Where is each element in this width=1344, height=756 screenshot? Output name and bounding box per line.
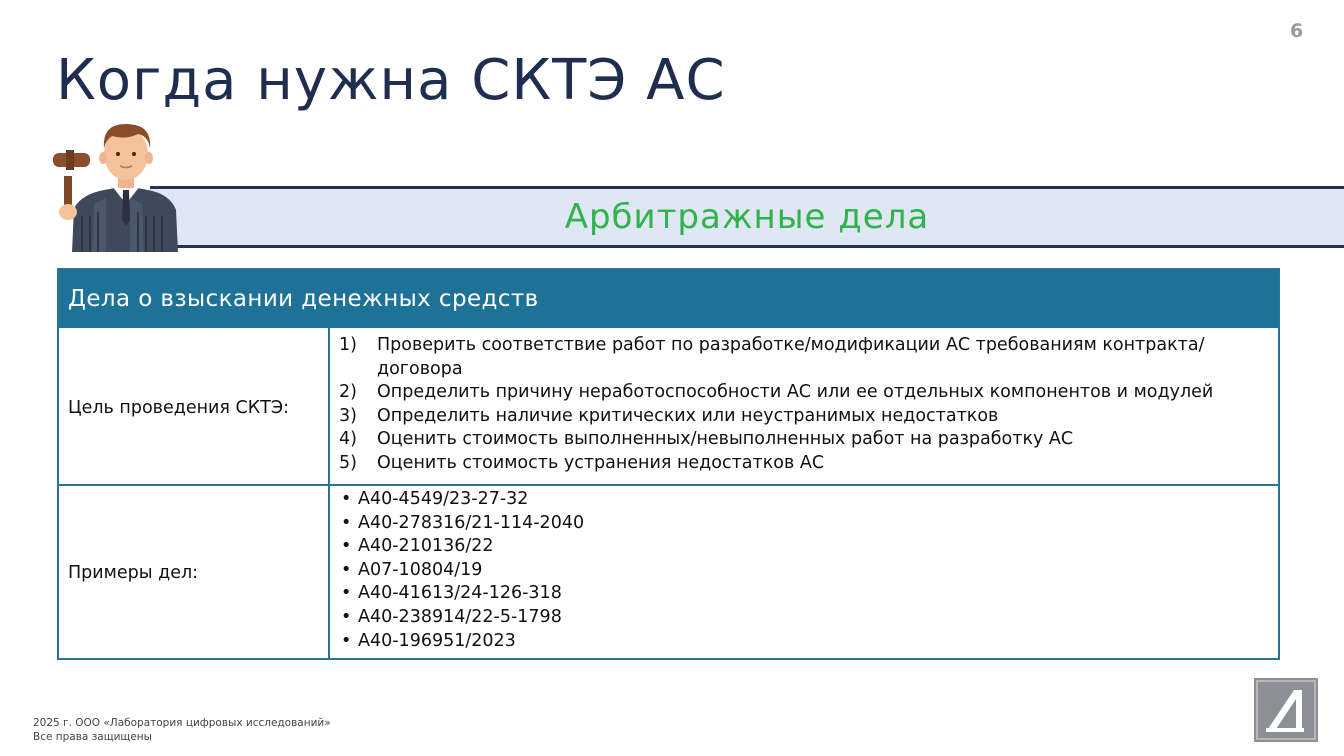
list-item xyxy=(341,535,584,559)
slide-title: Когда нужна СКТЭ АС xyxy=(56,48,726,113)
table-row xyxy=(59,486,1278,658)
slide-number: 6 xyxy=(1290,20,1304,42)
list-item xyxy=(339,334,1259,381)
case-list xyxy=(341,488,584,653)
bullet: • xyxy=(341,512,352,533)
list-item xyxy=(339,428,1259,452)
case-number: А40-196951/2023 xyxy=(358,630,516,651)
list-item xyxy=(341,512,584,536)
list-item xyxy=(341,630,584,654)
list-text: Оценить стоимость выполненных/невыполненных работ на разработку АС xyxy=(377,429,1074,449)
list-text: Проверить соответствие работ по разработке/модификации АС требованиям контракта/договора xyxy=(377,335,1205,379)
bullet: • xyxy=(341,489,352,509)
list-item xyxy=(341,582,584,606)
company-logo-icon xyxy=(1254,678,1318,742)
list-number: 5) xyxy=(339,452,357,473)
column-divider xyxy=(328,328,330,658)
list-text: Определить причину неработоспособности АС или ее отдельных компонентов и модулей xyxy=(377,382,1214,402)
goal-label: Цель проведения СКТЭ: xyxy=(68,398,289,418)
bullet: • xyxy=(341,630,352,651)
list-item xyxy=(341,559,584,583)
table-header: Дела о взыскании денежных средств xyxy=(59,270,1278,328)
case-number: А40-278316/21-114-2040 xyxy=(358,512,585,533)
list-item xyxy=(339,381,1259,405)
list-item xyxy=(339,405,1259,429)
list-number: 3) xyxy=(339,405,357,426)
cases-table xyxy=(57,268,1280,660)
case-number: А07-10804/19 xyxy=(358,559,483,580)
list-number: 1) xyxy=(339,335,357,355)
footer-rights: Все права защищены xyxy=(33,731,152,743)
table-row xyxy=(59,328,1278,486)
footer-copyright: 2025 г. ООО «Лаборатория цифровых исследований» xyxy=(33,717,331,729)
list-item xyxy=(341,488,584,512)
bullet: • xyxy=(341,559,352,580)
case-number: А40-41613/24-126-318 xyxy=(358,583,562,604)
case-number: А40-238914/22-5-1798 xyxy=(358,606,562,627)
list-item xyxy=(341,606,584,630)
list-number: 4) xyxy=(339,429,357,449)
list-number: 2) xyxy=(339,382,357,402)
case-number: А40-210136/22 xyxy=(358,536,494,557)
case-number: А40-4549/23-27-32 xyxy=(358,489,529,509)
cases-label: Примеры дел: xyxy=(68,563,199,583)
footer xyxy=(33,716,331,744)
bullet: • xyxy=(341,606,352,627)
judge-with-gavel-icon xyxy=(52,120,180,252)
bullet: • xyxy=(341,583,352,604)
list-text: Определить наличие критических или неустранимых недостатков xyxy=(377,405,999,426)
goal-list xyxy=(339,334,1259,475)
section-title: Арбитражные дела xyxy=(564,197,930,237)
bullet: • xyxy=(341,536,352,557)
list-item xyxy=(339,452,1259,476)
list-text: Оценить стоимость устранения недостатков АС xyxy=(377,452,825,473)
